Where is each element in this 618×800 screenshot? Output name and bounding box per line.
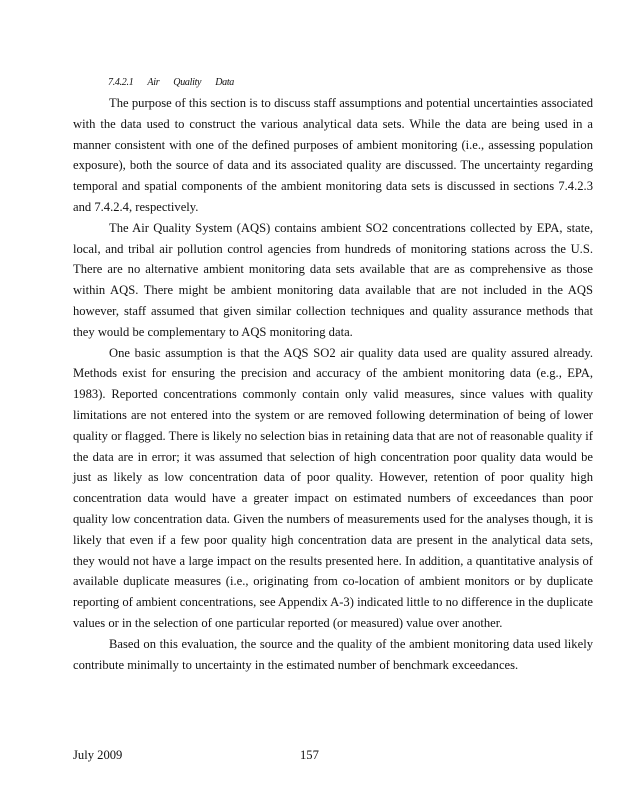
section-number: 7.4.2.1	[108, 77, 134, 88]
paragraph: Based on this evaluation, the source and the quality of the ambient monitoring data used likely contribute minimally to uncertainty in the estimated number of benchmark exceedances.	[73, 636, 593, 672]
paragraph: The Air Quality System (AQS) contains ambient SO2 concentrations collected by EPA, state, local, and tribal air pollution control agencies from hundreds of monitoring stations across the U.S. There are no alternative ambient monitoring data sets available that are as comprehensive as those within AQS. There might be ambient monitoring data available that are not included in the AQS however, staff assumed that given similar collection techniques and quality assurance methods that they would be complementary to AQS monitoring data.	[73, 220, 593, 339]
section-heading	[108, 77, 248, 88]
footer-date: July 2009	[73, 748, 123, 762]
section-title-word: Quality	[173, 77, 202, 88]
section-title-word: Data	[215, 77, 235, 88]
body-text	[73, 93, 593, 675]
paragraph: One basic assumption is that the AQS SO2 air quality data used are quality assured already. Methods exist for ensuring the precision and accuracy of the ambient monitoring data (e.g., EPA, 1983). Reported concentrations commonly contain only valid measures, since values with quality limitations are not entered into the system or are removed following determination of being of lower quality or flagged. There is likely no selection bias in retaining data that are not of reasonable quality if the data are in error; it was assumed that selection of high concentration poor quality data would be just as likely as low concentration data of poor quality. However, retention of poor quality high concentration data would have a greater impact on estimated numbers of exceedances than poor quality low concentration data. Given the numbers of measurements used for the analyses though, it is likely that even if a few poor quality high concentration data are present in the analytical data sets, they would not have a large impact on the results presented here. In addition, a quantitative analysis of available duplicate measures (i.e., originating from co-location of ambient monitors or by duplicate reporting of ambient concentrations, see Appendix A-3) indicated little to no difference in the duplicate values or in the selection of one particular reported (or measured) value over another.	[73, 345, 593, 630]
page-number: 157	[300, 748, 319, 762]
section-title-word: Air	[147, 77, 160, 88]
paragraph: The purpose of this section is to discuss staff assumptions and potential uncertainties associated with the data used to construct the various analytical data sets. While the data are being used in a manner consistent with one of the defined purposes of ambient monitoring (i.e., assessing population exposure), both the source of data and its associated quality are discussed. The uncertainty regarding temporal and spatial components of the ambient monitoring data sets is discussed in sections 7.4.2.3 and 7.4.2.4, respectively.	[73, 96, 593, 214]
